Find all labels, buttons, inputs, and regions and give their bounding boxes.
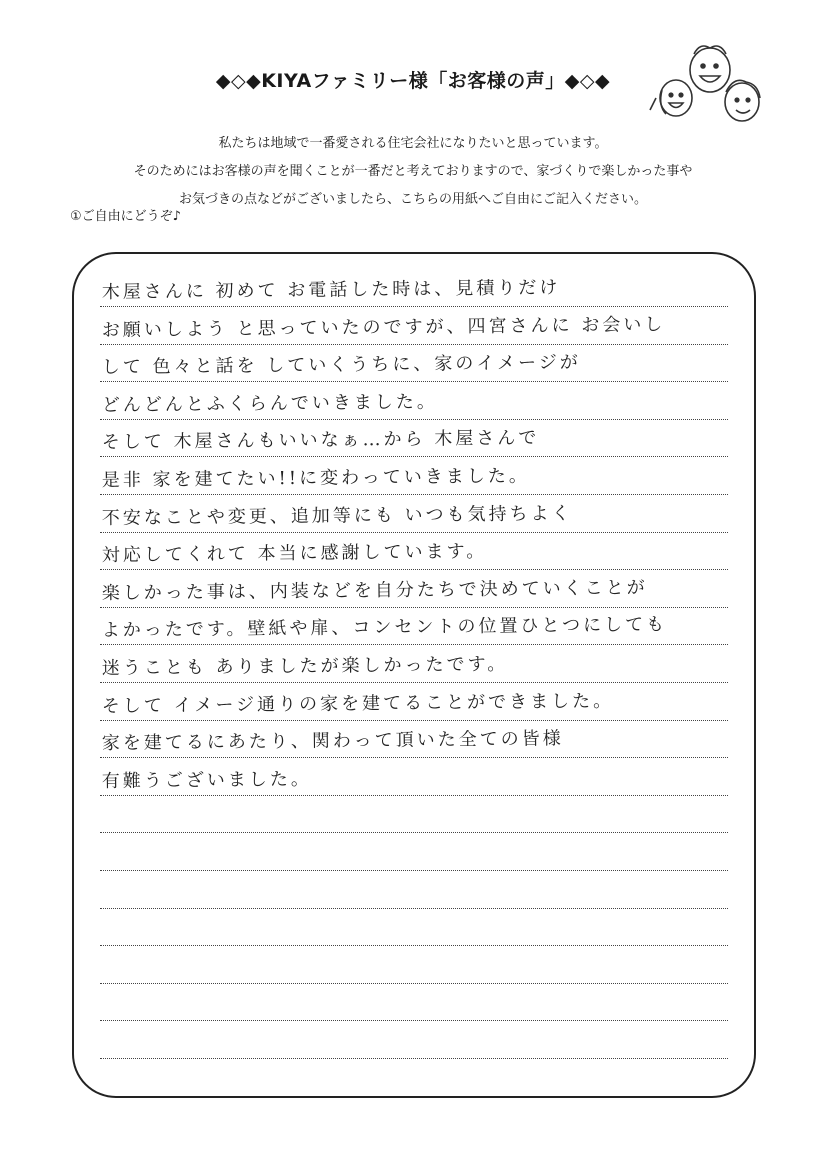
writing-line: [100, 496, 728, 533]
handwritten-text: よかったです。壁紙や扉、コンセントの位置ひとつにしても: [101, 614, 668, 642]
handwritten-text: そして イメージ通りの家を建てることができました。: [101, 690, 615, 717]
writing-line: [100, 345, 728, 382]
intro-text: [0, 130, 826, 214]
writing-line: [100, 796, 728, 833]
handwritten-text: 楽しかった事は、内装などを自分たちで決めていくことが: [101, 577, 648, 604]
handwritten-text: して 色々と話を していくうちに、家のイメージが: [101, 352, 581, 379]
writing-line: [100, 571, 728, 608]
handwritten-text: 迷うことも ありましたが楽しかったです。: [101, 653, 509, 680]
writing-line: [100, 1022, 728, 1059]
handwritten-text: 不安なことや変更、追加等にも いつも気持ちよく: [101, 502, 573, 529]
handwritten-text: どんどんとふくらんでいきました。: [101, 391, 438, 416]
handwritten-text: そして 木屋さんもいいなぁ…から 木屋さんで: [101, 427, 540, 454]
writing-line: [100, 721, 728, 758]
handwritten-text: 対応してくれて 本当に感謝しています。: [101, 541, 488, 567]
handwritten-text: 家を建てるにあたり、関わって頂いた全ての皆様: [101, 728, 564, 755]
writing-line: [100, 608, 728, 645]
intro-line: お気づきの点などがございましたら、こちらの用紙へご自由にご記入ください。: [178, 192, 647, 207]
page-title: ◆◇◆KIYAファミリー様「お客様の声」◆◇◆: [215, 70, 611, 92]
writing-line: [100, 458, 728, 495]
writing-line: [100, 909, 728, 946]
handwritten-text: 是非 家を建てたい!!に変わっていきました。: [101, 465, 530, 492]
handwritten-text: お願いしよう と思っていたのですが、四宮さんに お会いし: [101, 313, 666, 341]
writing-line: [100, 947, 728, 984]
writing-line: [100, 270, 728, 307]
writing-line: [100, 308, 728, 345]
handwritten-text: 木屋さんに 初めて お電話した時は、見積りだけ: [101, 277, 561, 304]
writing-line: [100, 872, 728, 909]
smiling-faces-icon: [648, 40, 766, 130]
writing-line: [100, 646, 728, 683]
writing-line: [100, 383, 728, 420]
intro-line: 私たちは地域で一番愛される住宅会社になりたいと思っています。: [218, 136, 608, 151]
writing-line: [100, 533, 728, 570]
handwritten-text: 有難うございました。: [101, 768, 312, 792]
free-comment-prompt: ①ご自由にどうぞ♪: [70, 209, 181, 224]
writing-line: [100, 834, 728, 871]
writing-line: [100, 759, 728, 796]
writing-line: [100, 684, 728, 721]
writing-line: [100, 984, 728, 1021]
writing-line: [100, 420, 728, 457]
intro-line: そのためにはお客様の声を聞くことが一番だと考えておりますので、家づくりで楽しかった事や: [133, 164, 693, 179]
